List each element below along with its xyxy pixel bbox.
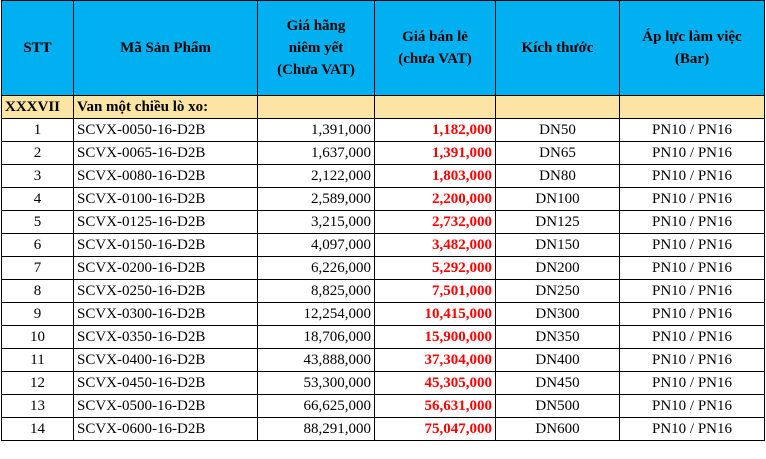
header-list-price[interactable] [258,1,375,96]
section-title: Van một chiều lò xo: [77,98,209,115]
retail-price-text: 1,391,000 [432,145,492,161]
pressure-text: PN10 / PN16 [651,352,733,368]
section-empty-cell[interactable] [620,96,765,119]
list-price-text: 1,391,000 [311,122,371,138]
list-price-cell[interactable] [258,142,375,165]
product-code-text: SCVX-0065-16-D2B [77,145,206,161]
stt-cell[interactable] [2,280,74,303]
table-row [2,372,765,395]
table-row [2,142,765,165]
pressure-cell[interactable] [620,395,765,418]
product-code-cell[interactable] [74,418,258,441]
size-text: DN150 [535,237,580,253]
stt-text: 6 [33,237,42,253]
product-code-text: SCVX-0050-16-D2B [77,122,206,138]
stt-text: 8 [33,283,42,299]
header-stt[interactable] [2,1,74,96]
size-cell[interactable] [496,326,620,349]
stt-text: 3 [33,168,42,184]
stt-cell[interactable] [2,395,74,418]
size-cell[interactable] [496,165,620,188]
section-stt: XXXVII [5,98,61,115]
retail-price-cell[interactable] [375,372,496,395]
stt-cell[interactable] [2,188,74,211]
retail-price-text: 15,900,000 [424,329,492,345]
size-text: DN250 [535,283,580,299]
pressure-cell[interactable] [620,372,765,395]
product-code-cell[interactable] [74,119,258,142]
size-text: DN65 [539,145,576,161]
product-code-text: SCVX-0500-16-D2B [77,398,206,414]
header-list-price-line-3: (Chưa VAT) [277,62,355,78]
retail-price-text: 3,482,000 [432,237,492,253]
header-size[interactable] [496,1,620,96]
retail-price-cell[interactable] [375,326,496,349]
list-price-cell[interactable] [258,257,375,280]
pressure-text: PN10 / PN16 [651,306,733,322]
list-price-cell[interactable] [258,349,375,372]
header-list-price-line-2: niêm yết [288,40,344,56]
list-price-text: 4,097,000 [311,237,371,253]
retail-price-text: 45,305,000 [424,375,492,391]
size-text: DN100 [535,191,580,207]
retail-price-text: 75,047,000 [424,421,492,437]
table-row [2,303,765,326]
size-cell[interactable] [496,372,620,395]
product-code-text: SCVX-0300-16-D2B [77,306,206,322]
product-code-cell[interactable] [74,234,258,257]
pressure-text: PN10 / PN16 [651,260,733,276]
pressure-cell[interactable] [620,119,765,142]
list-price-text: 18,706,000 [303,329,371,345]
retail-price-cell[interactable] [375,142,496,165]
header-list-price-line-1: Giá hãng [286,18,346,34]
product-code-text: SCVX-0100-16-D2B [77,191,206,207]
product-code-cell[interactable] [74,303,258,326]
retail-price-cell[interactable] [375,418,496,441]
product-code-text: SCVX-0250-16-D2B [77,283,206,299]
pressure-cell[interactable] [620,234,765,257]
table-row [2,165,765,188]
list-price-cell[interactable] [258,211,375,234]
stt-text: 14 [30,421,45,437]
section-empty-cell[interactable] [258,96,375,119]
retail-price-cell[interactable] [375,303,496,326]
stt-text: 12 [30,375,45,391]
product-code-cell[interactable] [74,326,258,349]
size-text: DN50 [539,122,576,138]
size-text: DN350 [535,329,580,345]
product-code-text: SCVX-0200-16-D2B [77,260,206,276]
section-stt-cell[interactable] [2,96,74,119]
header-code-label: Mã Sản Phẩm [120,40,211,56]
header-stt-label: STT [23,40,52,56]
list-price-cell[interactable] [258,188,375,211]
section-row [2,96,765,119]
list-price-text: 2,589,000 [311,191,371,207]
product-code-cell[interactable] [74,372,258,395]
header-retail-price[interactable] [375,1,496,96]
list-price-cell[interactable] [258,395,375,418]
pressure-text: PN10 / PN16 [651,191,733,207]
table-row [2,349,765,372]
table-row [2,234,765,257]
list-price-cell[interactable] [258,280,375,303]
size-cell[interactable] [496,119,620,142]
size-cell[interactable] [496,303,620,326]
size-cell[interactable] [496,211,620,234]
list-price-cell[interactable] [258,418,375,441]
list-price-text: 43,888,000 [303,352,371,368]
stt-cell[interactable] [2,211,74,234]
pressure-text: PN10 / PN16 [651,214,733,230]
size-text: DN400 [535,352,580,368]
stt-cell[interactable] [2,257,74,280]
product-code-text: SCVX-0150-16-D2B [77,237,206,253]
list-price-text: 2,122,000 [311,168,371,184]
size-cell[interactable] [496,188,620,211]
stt-text: 7 [33,260,42,276]
size-cell[interactable] [496,349,620,372]
stt-cell[interactable] [2,165,74,188]
pressure-text: PN10 / PN16 [651,329,733,345]
stt-text: 11 [30,352,45,368]
product-code-text: SCVX-0600-16-D2B [77,421,206,437]
pressure-text: PN10 / PN16 [651,237,733,253]
product-code-cell[interactable] [74,165,258,188]
stt-text: 13 [30,398,45,414]
list-price-cell[interactable] [258,326,375,349]
product-code-cell[interactable] [74,257,258,280]
pressure-cell[interactable] [620,188,765,211]
size-cell[interactable] [496,234,620,257]
retail-price-text: 37,304,000 [424,352,492,368]
header-code[interactable] [74,1,258,96]
list-price-text: 1,637,000 [311,145,371,161]
size-text: DN200 [535,260,580,276]
price-table [1,0,765,441]
retail-price-text: 1,182,000 [432,122,492,138]
pressure-text: PN10 / PN16 [651,283,733,299]
table-row [2,211,765,234]
stt-cell[interactable] [2,326,74,349]
size-text: DN600 [535,421,580,437]
product-code-text: SCVX-0080-16-D2B [77,168,206,184]
size-cell[interactable] [496,418,620,441]
table-row [2,280,765,303]
size-text: DN80 [539,168,576,184]
list-price-text: 8,825,000 [311,283,371,299]
header-retail-price-line-1: Giá bán lẻ [402,29,468,45]
pressure-text: PN10 / PN16 [651,168,733,184]
stt-cell[interactable] [2,142,74,165]
table-row [2,418,765,441]
table-row [2,395,765,418]
retail-price-text: 7,501,000 [432,283,492,299]
size-cell[interactable] [496,280,620,303]
stt-cell[interactable] [2,234,74,257]
pressure-cell[interactable] [620,326,765,349]
size-text: DN500 [535,398,580,414]
pressure-cell[interactable] [620,303,765,326]
pressure-cell[interactable] [620,165,765,188]
pressure-cell[interactable] [620,349,765,372]
retail-price-cell[interactable] [375,234,496,257]
product-code-text: SCVX-0125-16-D2B [77,214,206,230]
section-title-cell[interactable] [74,96,258,119]
pressure-text: PN10 / PN16 [651,375,733,391]
pressure-cell[interactable] [620,142,765,165]
stt-cell[interactable] [2,119,74,142]
size-text: DN125 [535,214,580,230]
product-code-cell[interactable] [74,211,258,234]
retail-price-text: 2,200,000 [432,191,492,207]
retail-price-text: 10,415,000 [424,306,492,322]
table-row [2,326,765,349]
size-cell[interactable] [496,142,620,165]
table-row [2,119,765,142]
product-code-text: SCVX-0350-16-D2B [77,329,206,345]
list-price-text: 66,625,000 [303,398,371,414]
header-row [2,1,765,96]
stt-text: 4 [33,191,42,207]
retail-price-cell[interactable] [375,395,496,418]
stt-cell[interactable] [2,418,74,441]
product-code-cell[interactable] [74,142,258,165]
list-price-text: 53,300,000 [303,375,371,391]
retail-price-cell[interactable] [375,119,496,142]
stt-text: 10 [30,329,45,345]
retail-price-cell[interactable] [375,165,496,188]
retail-price-cell[interactable] [375,349,496,372]
retail-price-text: 1,803,000 [432,168,492,184]
product-code-text: SCVX-0400-16-D2B [77,352,206,368]
header-size-label: Kích thước [521,40,594,56]
size-text: DN450 [535,375,580,391]
retail-price-text: 56,631,000 [424,398,492,414]
header-pressure-line-2: (Bar) [674,51,710,67]
product-code-cell[interactable] [74,280,258,303]
list-price-text: 12,254,000 [303,306,371,322]
pressure-text: PN10 / PN16 [651,145,733,161]
product-code-cell[interactable] [74,188,258,211]
product-code-cell[interactable] [74,395,258,418]
table-row [2,188,765,211]
list-price-text: 6,226,000 [311,260,371,276]
product-code-cell[interactable] [74,349,258,372]
size-cell[interactable] [496,257,620,280]
header-pressure-line-1: Áp lực làm việc [642,29,742,45]
retail-price-text: 5,292,000 [432,260,492,276]
list-price-cell[interactable] [258,165,375,188]
pressure-cell[interactable] [620,280,765,303]
size-cell[interactable] [496,395,620,418]
pressure-cell[interactable] [620,418,765,441]
stt-cell[interactable] [2,349,74,372]
stt-cell[interactable] [2,372,74,395]
pressure-text: PN10 / PN16 [651,421,733,437]
section-empty-cell[interactable] [375,96,496,119]
list-price-cell[interactable] [258,303,375,326]
table-row [2,257,765,280]
pressure-cell[interactable] [620,257,765,280]
retail-price-cell[interactable] [375,211,496,234]
section-empty-cell[interactable] [496,96,620,119]
retail-price-text: 2,732,000 [432,214,492,230]
stt-text: 2 [33,145,42,161]
retail-price-cell[interactable] [375,188,496,211]
list-price-text: 3,215,000 [311,214,371,230]
pressure-cell[interactable] [620,211,765,234]
header-pressure[interactable] [620,1,765,96]
list-price-text: 88,291,000 [303,421,371,437]
list-price-cell[interactable] [258,372,375,395]
stt-cell[interactable] [2,303,74,326]
retail-price-cell[interactable] [375,280,496,303]
list-price-cell[interactable] [258,234,375,257]
retail-price-cell[interactable] [375,257,496,280]
stt-text: 9 [33,306,42,322]
stt-text: 5 [33,214,42,230]
product-code-text: SCVX-0450-16-D2B [77,375,206,391]
stt-text: 1 [33,122,42,138]
header-retail-price-line-2: (chưa VAT) [398,51,472,67]
list-price-cell[interactable] [258,119,375,142]
pressure-text: PN10 / PN16 [651,122,733,138]
pressure-text: PN10 / PN16 [651,398,733,414]
size-text: DN300 [535,306,580,322]
